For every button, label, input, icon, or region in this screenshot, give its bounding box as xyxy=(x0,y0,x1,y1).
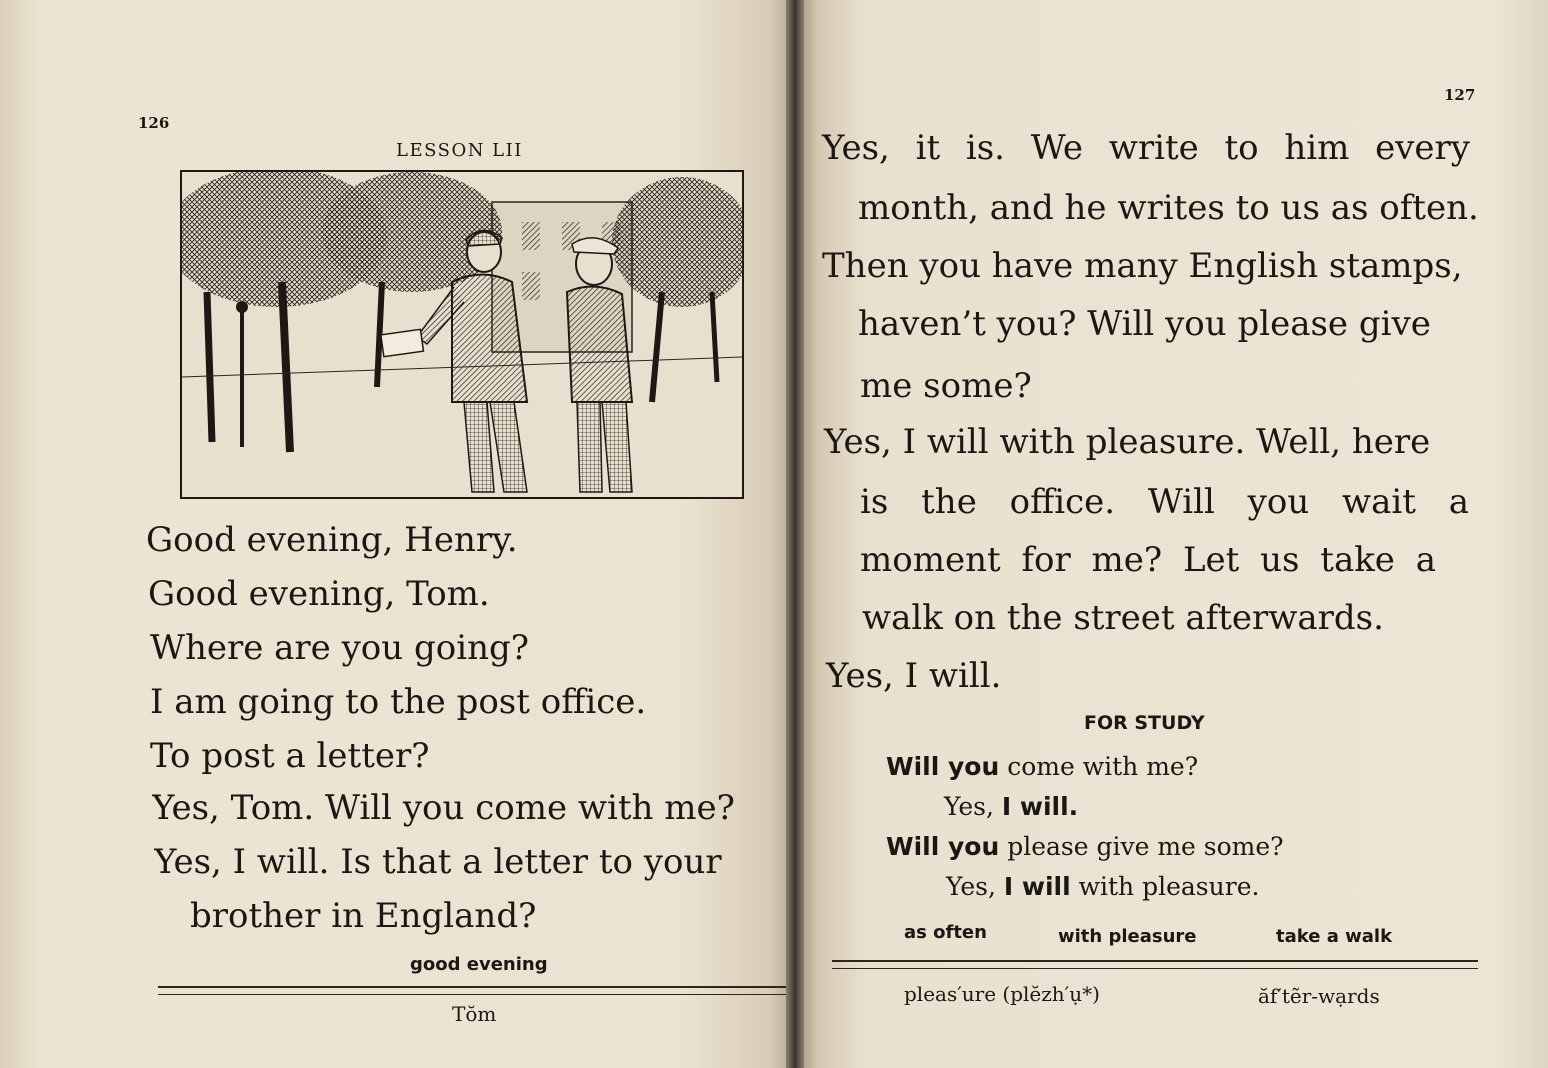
study-answer-2 xyxy=(946,872,1259,901)
phrase-item: as often xyxy=(904,922,987,943)
dialogue-line: Yes, I will with pleasure. Well, here xyxy=(824,422,1431,462)
divider-rule xyxy=(832,968,1478,969)
for-study-heading: FOR STUDY xyxy=(1084,712,1205,734)
study-question-2 xyxy=(886,832,1284,861)
word: is. xyxy=(965,128,1005,168)
study-text: Yes, xyxy=(944,792,1002,821)
study-bold: Will you xyxy=(886,752,1000,781)
page-number-left: 126 xyxy=(138,114,170,132)
word: him xyxy=(1284,128,1350,168)
study-bold: I will xyxy=(1003,872,1071,901)
dialogue-line: Where are you going? xyxy=(150,628,529,668)
word: We xyxy=(1030,128,1084,168)
study-text: with pleasure. xyxy=(1070,872,1260,901)
word: Yes, xyxy=(822,128,890,168)
dialogue-line: moment for me? Let us take a xyxy=(860,540,1437,580)
dialogue-line: haven’t you? Will you please give xyxy=(858,304,1431,344)
dialogue-line: me some? xyxy=(860,366,1032,406)
vocabulary-phrase: good evening xyxy=(410,954,548,975)
study-bold: Will you xyxy=(886,832,1000,861)
study-text: come with me? xyxy=(999,752,1199,781)
right-page xyxy=(798,0,1548,1068)
phrase-item: with pleasure xyxy=(1058,926,1197,947)
phrase-item: take a walk xyxy=(1276,926,1393,947)
study-text: please give me some? xyxy=(999,832,1284,861)
dialogue-line: Yes, I will. xyxy=(826,656,1002,696)
study-bold: I will. xyxy=(1001,792,1079,821)
word: to xyxy=(1224,128,1259,168)
divider-rule xyxy=(158,994,788,995)
study-question-1 xyxy=(886,752,1198,781)
divider-rule xyxy=(158,986,788,988)
dialogue-line: month, and he writes to us as often. xyxy=(858,188,1479,228)
dialogue-line: I am going to the post office. xyxy=(150,682,647,722)
word: write xyxy=(1108,128,1199,168)
dialogue-line: Yes, I will. Is that a letter to your xyxy=(154,842,722,882)
dialogue-line xyxy=(822,128,1470,168)
dialogue-line: Then you have many English stamps, xyxy=(822,246,1463,286)
dialogue-line: Good evening, Henry. xyxy=(146,520,518,560)
vocabulary-word: pleas′ure (plĕzh′ụ*) xyxy=(904,982,1100,1006)
divider-rule xyxy=(832,960,1478,962)
lesson-title: LESSON LII xyxy=(396,140,523,161)
vocabulary-word: ăf′tẽr-wạrds xyxy=(1258,984,1380,1008)
dialogue-line: Good evening, Tom. xyxy=(148,574,490,614)
dialogue-line: brother in England? xyxy=(190,896,537,936)
lesson-illustration xyxy=(180,170,744,499)
study-text: Yes, xyxy=(946,872,1004,901)
page-number-right: 127 xyxy=(1444,86,1476,104)
street-scene-image xyxy=(182,172,742,497)
dialogue-line: is the office. Will you wait a xyxy=(860,482,1470,522)
study-answer-1 xyxy=(944,792,1078,821)
vocabulary-word: Tŏm xyxy=(452,1002,497,1026)
dialogue-line: To post a letter? xyxy=(150,736,430,776)
dialogue-line: Yes, Tom. Will you come with me? xyxy=(152,788,735,828)
book-gutter xyxy=(786,0,804,1068)
word: it xyxy=(915,128,941,168)
word: every xyxy=(1375,128,1470,168)
dialogue-line: walk on the street afterwards. xyxy=(862,598,1384,638)
